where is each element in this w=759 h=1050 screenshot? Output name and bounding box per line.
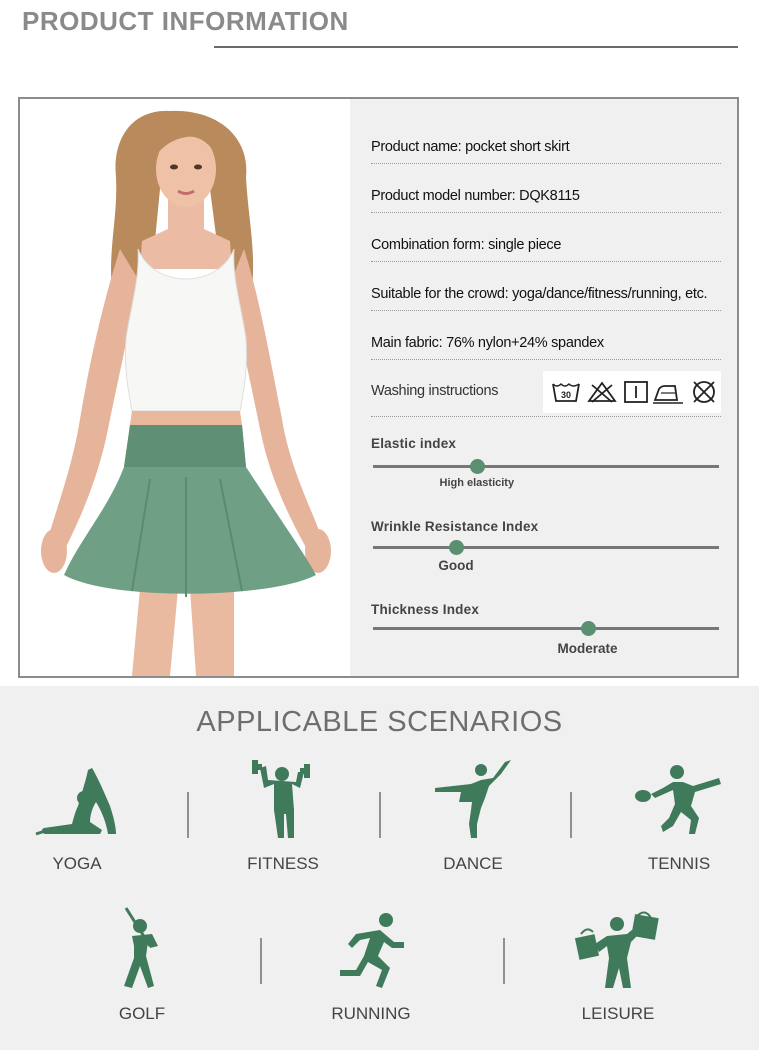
scenario-label: DANCE	[443, 854, 503, 873]
scenario-running	[291, 910, 451, 1024]
spec-product-name: Product name: pocket short skirt	[371, 139, 570, 155]
separator	[503, 938, 505, 984]
dance-icon	[431, 758, 515, 840]
scenario-fitness	[203, 758, 363, 874]
scenario-label: FITNESS	[247, 854, 319, 873]
scenario-label: TENNIS	[647, 854, 711, 873]
scenario-label: LEISURE	[581, 1004, 655, 1023]
yoga-icon	[32, 762, 122, 840]
scenario-dance	[393, 758, 553, 874]
scale-value-label: Moderate	[557, 641, 618, 656]
scenario-golf	[62, 906, 222, 1024]
no-bleach-icon	[587, 380, 617, 404]
tennis-icon	[633, 762, 725, 840]
spec-combination-form: Combination form: single piece	[371, 237, 562, 253]
dotted-divider	[371, 359, 721, 360]
running-icon	[336, 910, 406, 990]
scenarios-title: APPLICABLE SCENARIOS	[196, 706, 563, 738]
product-info-panel	[18, 97, 739, 678]
product-photo	[20, 99, 350, 676]
scale-marker	[470, 459, 485, 474]
scale-marker	[581, 621, 596, 636]
spec-main-fabric: Main fabric: 76% nylon+24% spandex	[371, 335, 604, 351]
scale-marker	[449, 540, 464, 555]
dotted-divider	[371, 416, 721, 417]
applicable-scenarios	[0, 686, 759, 1050]
scale-value-label: High elasticity	[439, 477, 515, 489]
scenario-label: RUNNING	[331, 1004, 411, 1023]
scenario-leisure	[538, 910, 698, 1024]
page-title: PRODUCT INFORMATION	[22, 6, 349, 36]
scenario-label: GOLF	[118, 1004, 166, 1023]
washing-label: Washing instructions	[371, 383, 499, 399]
fitness-icon	[248, 758, 318, 840]
spec-suitable-crowd: Suitable for the crowd: yoga/dance/fitness/running, etc.	[371, 286, 708, 302]
scenario-tennis	[599, 762, 759, 874]
dotted-divider	[371, 163, 721, 164]
dotted-divider	[371, 212, 721, 213]
no-dry-clean-icon	[689, 380, 719, 404]
scenario-label: YOGA	[52, 854, 102, 873]
svg-text:30: 30	[560, 390, 572, 400]
wash-30-icon	[551, 380, 581, 404]
separator	[187, 792, 189, 838]
scale-track	[373, 546, 719, 573]
scale-track	[373, 465, 719, 489]
tumble-dry-icon	[621, 380, 651, 404]
shopping-icon	[575, 910, 661, 990]
separator	[260, 938, 262, 984]
scale-track	[373, 627, 719, 656]
dotted-divider	[371, 310, 721, 311]
washing-icons	[543, 371, 721, 413]
scale-value-label: Good	[438, 558, 474, 573]
spec-panel	[351, 99, 737, 676]
scenario-yoga	[0, 762, 157, 874]
scale-title: Elastic index	[371, 436, 457, 451]
dotted-divider	[371, 261, 721, 262]
iron-low-icon	[653, 380, 683, 404]
scale-title: Wrinkle Resistance Index	[371, 519, 539, 534]
golf-icon	[112, 906, 172, 990]
separator	[570, 792, 572, 838]
title-rule	[214, 46, 738, 48]
separator	[379, 792, 381, 838]
scale-title: Thickness Index	[371, 602, 480, 617]
spec-model-number: Product model number: DQK8115	[371, 188, 580, 204]
